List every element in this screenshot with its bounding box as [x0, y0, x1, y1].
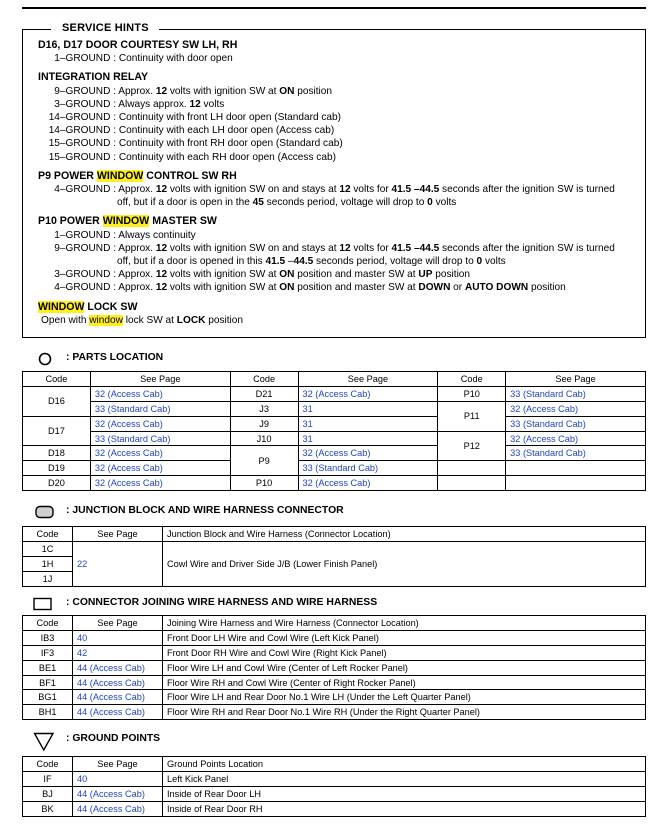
hint-line: 14–GROUND : Continuity with each LH door open (Access cab)	[48, 125, 335, 137]
hint-line: 3–GROUND : Always approx. 12 volts	[54, 98, 225, 110]
table-header-row: Code See Page Joining Wire Harness and Wire Harness (Connector Location)	[23, 616, 646, 631]
table-row: 1C 22 Cowl Wire and Driver Side J/B (Lower Finish Panel)	[23, 541, 646, 556]
hint-line: 4–GROUND : Approx. 12 volts with ignition SW on and stays at 12 volts for 41.5 –44.5 seconds after the ignition SW is turned	[54, 184, 615, 196]
hint-line: 14–GROUND : Continuity with front LH door open (Standard cab)	[48, 112, 341, 124]
hint-heading: P9 POWER WINDOW CONTROL SW RH	[38, 169, 237, 182]
hint-line: 1–GROUND : Always continuity	[54, 229, 196, 241]
table-row: BF1 44 (Access Cab) Floor Wire RH and Cowl Wire (Center of Right Rocker Panel)	[23, 675, 646, 690]
table-row: D16 32 (Access Cab) D21 32 (Access Cab) P10 33 (Standard Cab)	[23, 386, 646, 401]
table-row: D17 32 (Access Cab) J9 31 33 (Standard Cab)	[23, 416, 646, 431]
hint-line: 1–GROUND : Continuity with door open	[54, 53, 233, 65]
table-row: D19 32 (Access Cab) 33 (Standard Cab)	[23, 461, 646, 476]
table-row: 1J	[23, 571, 646, 586]
hint-line: 9–GROUND : Approx. 12 volts with ignition SW at ON position	[54, 85, 333, 97]
table-row: 33 (Standard Cab) J3 31 P11 32 (Access Cab)	[23, 401, 646, 416]
rounded-rectangle-icon	[35, 505, 55, 519]
hint-heading: INTEGRATION RELAY	[38, 71, 149, 84]
table-header-row: Code See Page Junction Block and Wire Harness (Connector Location)	[23, 527, 646, 542]
service-hints-body	[38, 39, 638, 327]
hint-line: off, but if a door is open in the 45 seconds period, voltage will drop to 0 volts	[117, 197, 457, 209]
hint-line: 4–GROUND : Approx. 12 volts with ignition SW at ON position and master SW at DOWN or AUTO DOWN position	[54, 282, 566, 294]
hint-line: 3–GROUND : Approx. 12 volts with ignition SW at ON position and master SW at UP position	[54, 269, 471, 281]
hint-line: 9–GROUND : Approx. 12 volts with ignition SW on and stays at 12 volts for 41.5 –44.5 seconds after the ignition SW is turned	[54, 242, 615, 254]
parts-location-table	[22, 371, 646, 491]
table-header-row: Code See Page Code See Page Code See Page	[23, 372, 646, 387]
hint-line: 15–GROUND : Continuity with each RH door open (Access cab)	[48, 151, 336, 163]
table-header-row: Code See Page Ground Points Location	[23, 757, 646, 772]
table-row: 33 (Standard Cab) J10 31 P12 32 (Access Cab)	[23, 431, 646, 446]
table-row: BJ 44 (Access Cab) Inside of Rear Door LH	[23, 786, 646, 801]
ground-points-table	[22, 756, 646, 817]
table-row: D20 32 (Access Cab) P10 32 (Access Cab)	[23, 476, 646, 491]
hint-heading: WINDOW LOCK SW	[38, 300, 138, 313]
hint-line: off, but if a door is opened in this 41.5 –44.5 seconds period, voltage will drop to 0 volts	[117, 256, 506, 268]
table-row: IF3 42 Front Door RH Wire and Cowl Wire (Right Kick Panel)	[23, 645, 646, 660]
table-row: D18 32 (Access Cab) P9 32 (Access Cab) 33 (Standard Cab)	[23, 446, 646, 461]
table-row: IF 40 Left Kick Panel	[23, 771, 646, 786]
connector-joining-table	[22, 615, 646, 720]
circle-icon	[38, 352, 52, 366]
hint-line: 15–GROUND : Continuity with front RH door open (Standard cab)	[48, 138, 343, 150]
hint-heading: D16, D17 DOOR COURTESY SW LH, RH	[38, 39, 238, 51]
table-row: BH1 44 (Access Cab) Floor Wire RH and Rear Door No.1 Wire RH (Under the Right Quarter Panel)	[23, 705, 646, 720]
top-rule	[22, 7, 646, 9]
hint-heading: P10 POWER WINDOW MASTER SW	[38, 215, 217, 228]
table-row: BG1 44 (Access Cab) Floor Wire LH and Rear Door No.1 Wire LH (Under the Left Quarter Panel)	[23, 690, 646, 705]
triangle-icon	[33, 732, 55, 752]
table-row: BE1 44 (Access Cab) Floor Wire LH and Cowl Wire (Center of Left Rocker Panel)	[23, 660, 646, 675]
table-row: IB3 40 Front Door LH Wire and Cowl Wire (Left Kick Panel)	[23, 630, 646, 645]
table-row: 1H	[23, 556, 646, 571]
table-row: BK 44 (Access Cab) Inside of Rear Door RH	[23, 801, 646, 816]
service-hints-title: SERVICE HINTS	[62, 22, 149, 34]
square-icon	[33, 597, 53, 611]
hint-line: Open with window lock SW at LOCK position	[41, 314, 244, 326]
junction-block-table	[22, 526, 646, 587]
